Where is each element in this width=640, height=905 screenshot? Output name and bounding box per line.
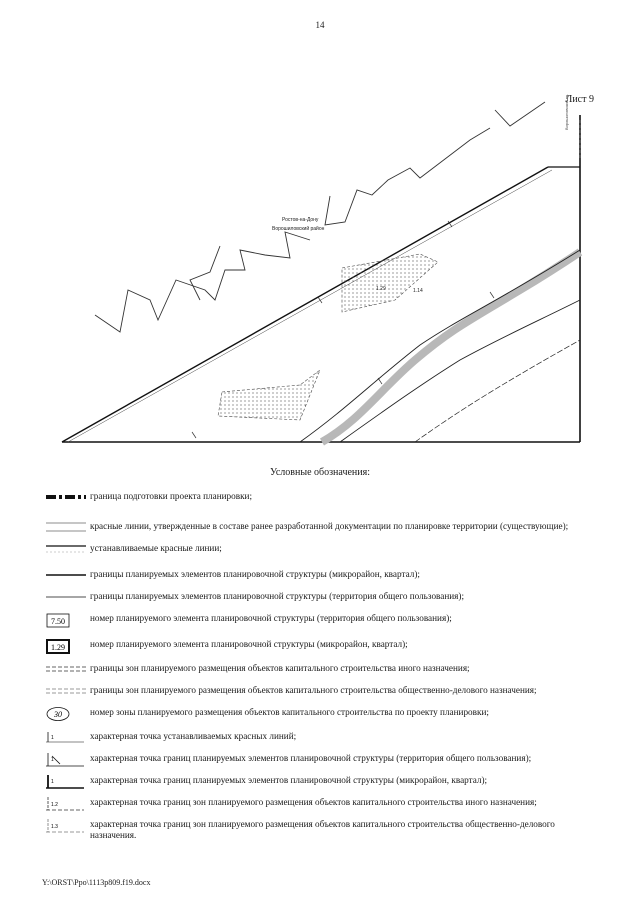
legend-item: граница подготовки проекта планировки; — [44, 490, 592, 510]
zone-hatched-1 — [342, 254, 438, 312]
element-boundary-micro-icon — [44, 568, 88, 588]
svg-text:1: 1 — [51, 779, 54, 785]
legend-item: границы зон планируемого размещения объектов капитального строительства общественно-делового назначения; — [44, 684, 592, 704]
legend-item: 1 характерная точка устанавливаемых красных линий; — [44, 730, 592, 750]
zone-public-business-icon — [44, 684, 88, 704]
legend-title: Условные обозначения: — [269, 467, 370, 478]
svg-text:1.3: 1.3 — [51, 824, 58, 830]
boundary-icon — [44, 490, 88, 510]
zone-other-icon — [44, 662, 88, 682]
existing-lines — [95, 232, 310, 332]
svg-text:Ворошиловский пр.: Ворошиловский пр. — [564, 93, 569, 130]
legend-item: границы зон планируемого размещения объектов капитального строительства иного назначения; — [44, 662, 592, 682]
legend-item: 30 номер зоны планируемого размещения объектов капитального строительства по проекту планировки; — [44, 706, 592, 726]
zone-number-icon — [44, 706, 88, 726]
footer-path: Y:\ORST\Ppo\1113p809.f19.docx — [42, 878, 151, 887]
page-number: 14 — [315, 20, 325, 30]
legend-item: 1.2 характерная точка границ зон планируемого размещения объектов капитального строительства иного назначения; — [44, 796, 592, 816]
legend-item: 1.3 характерная точка границ зон планируемого размещения объектов капитального строительства общественно-делового назначения. — [44, 818, 592, 841]
point-red-lines-icon — [44, 730, 88, 750]
svg-text:1: 1 — [51, 735, 54, 741]
district-label-2: Ворошиловский район — [272, 226, 325, 232]
legend-item: 1 характерная точка границ планируемых элементов планировочной структуры (микрорайон, квартал); — [44, 774, 592, 794]
number-micro-icon — [44, 638, 88, 658]
point-public-icon — [44, 752, 88, 772]
new-red-lines-icon — [44, 542, 88, 562]
number-public-icon — [44, 612, 88, 632]
zone-hatched-2 — [218, 370, 320, 420]
district-label-1: Ростов-на-Дону — [282, 217, 319, 223]
legend — [44, 490, 592, 841]
element-boundary-public-icon — [44, 590, 88, 610]
svg-text:30: 30 — [54, 710, 62, 719]
legend-item: 1 характерная точка границ планируемых элементов планировочной структуры (территория общего пользования); — [44, 752, 592, 772]
legend-item: устанавливаемые красные линии; — [44, 542, 592, 562]
map-number-2: 1.14 — [413, 288, 423, 294]
legend-item: 1.29 номер планируемого элемента планировочной структуры (микрорайон, квартал); — [44, 638, 592, 658]
svg-text:1.29: 1.29 — [51, 643, 65, 652]
svg-text:1: 1 — [51, 757, 54, 763]
point-zone-other-icon — [44, 796, 88, 816]
point-micro-icon — [44, 774, 88, 794]
sheet-label: Лист 9 — [565, 94, 594, 105]
legend-item: красные линии, утвержденные в составе ранее разработанной документации по планировке территории (существующие); — [44, 520, 592, 540]
legend-item: границы планируемых элементов планировочной структуры (микрорайон, квартал); — [44, 568, 592, 588]
existing-red-lines-icon — [44, 520, 88, 540]
legend-item: границы планируемых элементов планировочной структуры (территория общего пользования); — [44, 590, 592, 610]
svg-text:7.50: 7.50 — [51, 617, 65, 626]
map-number-1: 1.29 — [376, 286, 386, 292]
svg-text:1.2: 1.2 — [51, 802, 58, 808]
point-zone-public-icon — [44, 818, 88, 838]
legend-item: 7.50 номер планируемого элемента планировочной структуры (территория общего пользования); — [44, 612, 592, 632]
